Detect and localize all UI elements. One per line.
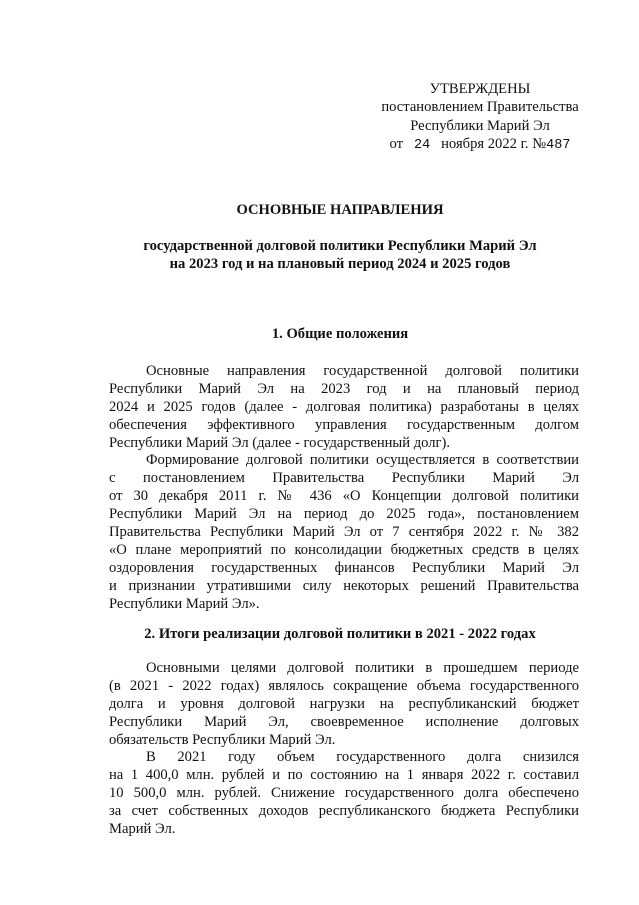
- paragraph-line: В 2021 году объем государственного долга снизился: [146, 749, 579, 766]
- paragraph-line: обязательств Республики Марий Эл.: [109, 731, 336, 748]
- paragraph-line: Республики Марий Эл, своевременное исполнение долговых: [109, 713, 579, 730]
- approval-date-line: [360, 135, 600, 155]
- paragraph-line: 10 500,0 млн. рублей. Снижение государственного долга обеспечено: [109, 785, 579, 802]
- paragraph-line: долга и уровня долговой нагрузки на республиканский бюджет: [109, 695, 579, 712]
- paragraph-line: Правительства Республики Марий Эл от 7 сентября 2022 г. № 382: [109, 524, 579, 541]
- paragraph-line: Марий Эл.: [109, 821, 176, 838]
- approval-number: 487: [546, 137, 571, 153]
- paragraph-line: за счет собственных доходов республиканского бюджета Республики: [109, 803, 579, 820]
- paragraph-line: Основными целями долговой политики в прошедшем периоде: [146, 660, 579, 676]
- paragraph-line: обеспечения эффективного управления государственным долгом: [109, 416, 579, 433]
- approval-heading: УТВЕРЖДЕНЫ: [429, 81, 531, 97]
- paragraph-line: (в 2021 - 2022 годах) являлось сокращение объема государственного: [109, 677, 579, 694]
- section-2-heading: 2. Итоги реализации долговой политики в 2021 - 2022 годах: [144, 626, 536, 642]
- subtitle-line-2: на 2023 год и на плановый период 2024 и 2025 годов: [169, 256, 511, 272]
- paragraph-line: «О плане мероприятий по консолидации бюджетных средств в целях: [109, 541, 579, 558]
- paragraph-line: 2024 и 2025 годов (далее - долговая политика) разработаны в целях: [109, 398, 579, 415]
- paragraph-line: от 30 декабря 2011 г. № 436 «О Концепции долговой политики: [109, 488, 579, 505]
- section-1-heading: 1. Общие положения: [271, 326, 409, 342]
- paragraph-line: Формирование долговой политики осуществляется в соответствии: [146, 452, 579, 469]
- paragraph-line: Основные направления государственной долговой политики: [146, 363, 579, 379]
- paragraph-line: Республики Марий Эл на 2023 год и на плановый период: [109, 380, 579, 397]
- subtitle-line-1: государственной долговой политики Республики Марий Эл: [143, 238, 537, 254]
- paragraph-line: и признании утратившими силу некоторых решений Правительства: [109, 577, 579, 594]
- paragraph-line: на 1 400,0 млн. рублей и по состоянию на 1 января 2022 г. составил: [109, 767, 579, 784]
- paragraph-line: с постановлением Правительства Республики Марий Эл: [109, 470, 579, 487]
- approval-government: Республики Марий Эл: [410, 117, 550, 134]
- document-title: ОСНОВНЫЕ НАПРАВЛЕНИЯ: [236, 202, 444, 218]
- paragraph-line: оздоровления государственных финансов Республики Марий Эл: [109, 559, 579, 576]
- approval-stamp: [360, 80, 600, 155]
- approval-month-year: ноября 2022 г. №: [441, 135, 547, 152]
- approval-by-resolution: постановлением Правительства: [381, 99, 579, 116]
- paragraph-line: Республики Марий Эл на период до 2025 года», постановлением: [109, 506, 579, 523]
- paragraph-line: Республики Марий Эл (далее - государственный долг).: [109, 434, 451, 451]
- approval-from: от: [389, 135, 404, 152]
- approval-day: 24: [413, 137, 431, 153]
- paragraph-line: Республики Марий Эл».: [109, 595, 260, 612]
- section-1-body: [109, 363, 579, 613]
- section-2-body: [109, 660, 579, 839]
- document-subtitle: [100, 237, 580, 273]
